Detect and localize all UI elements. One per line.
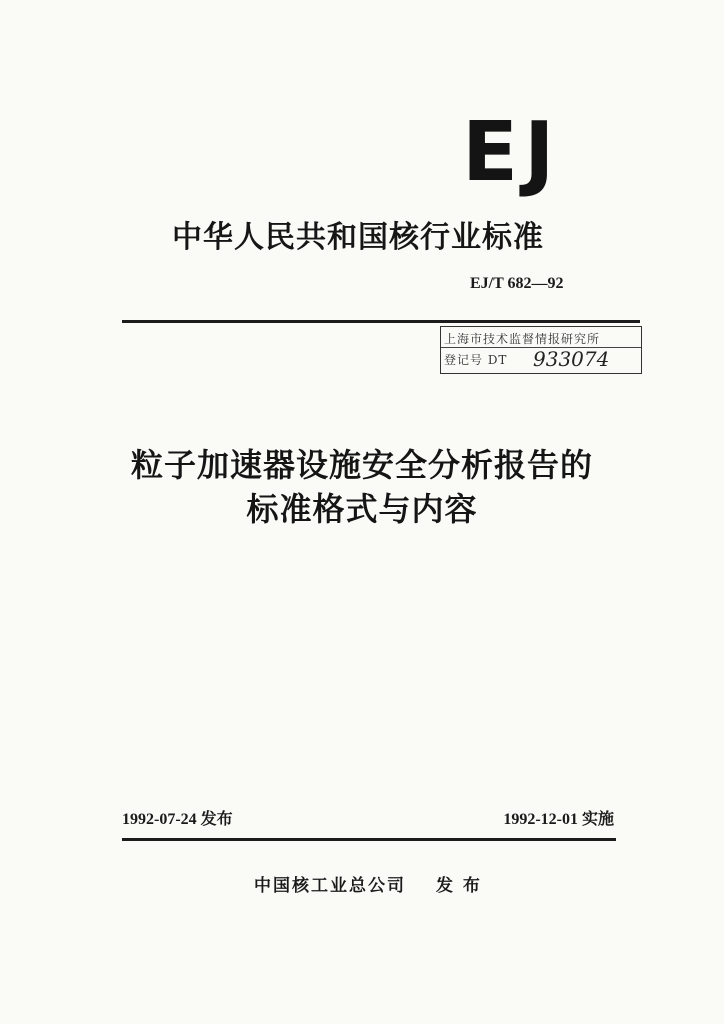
issue-date: 1992-07-24 发布 <box>122 811 233 828</box>
stamp-registration-prefix: 登记号 DT <box>444 353 508 367</box>
standard-number: EJ/T 682—92 <box>470 275 564 292</box>
issuer-action: 发 布 <box>436 876 482 896</box>
stamp-registration <box>444 351 507 368</box>
issuer-organization: 中国核工业总公司 <box>254 876 406 896</box>
top-divider <box>122 320 640 323</box>
stamp-registration-number: 933074 <box>533 347 610 371</box>
effective-date: 1992-12-01 实施 <box>503 811 614 828</box>
issuer-line <box>254 871 482 896</box>
bottom-divider <box>122 838 616 841</box>
standard-category-title: 中华人民共和国核行业标准 <box>172 220 544 255</box>
document-title-line-1: 粒子加速器设施安全分析报告的 <box>130 446 593 484</box>
ej-logo: EJ <box>462 105 561 200</box>
registration-stamp <box>440 326 642 374</box>
stamp-institute: 上海市技术监督情报研究所 <box>444 332 601 346</box>
document-title-line-2: 标准格式与内容 <box>246 490 478 528</box>
